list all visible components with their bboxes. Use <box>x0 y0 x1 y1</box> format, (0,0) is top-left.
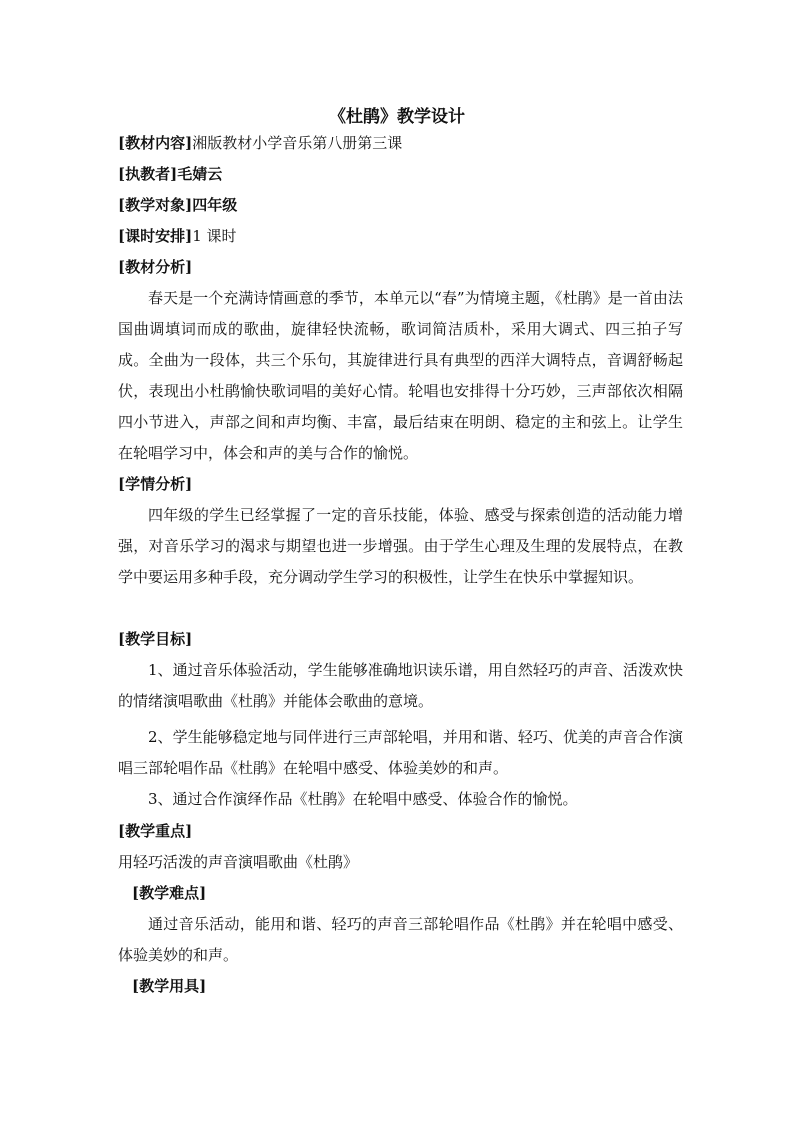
goal-3 <box>118 784 683 815</box>
meta-audience-label: [教学对象] <box>118 196 193 214</box>
difficulty-paragraph: 通过音乐活动，能用和谐、轻巧的声音三部轮唱作品《杜鹃》并在轮唱中感受、体验美妙的和声。 <box>118 915 683 964</box>
student-heading: [学情分析] <box>118 475 193 493</box>
meta-schedule-value: 1 课时 <box>192 227 237 245</box>
meta-audience-value: 四年级 <box>192 196 238 214</box>
goal-1 <box>118 655 683 717</box>
meta-content-value: 湘版教材小学音乐第八册第三课 <box>192 134 403 152</box>
meta-teacher-value: 毛婧云 <box>177 165 223 183</box>
tools-heading: [教学用具] <box>132 977 207 995</box>
meta-content-label: [教材内容] <box>118 134 193 152</box>
key-heading: [教学重点] <box>118 822 193 840</box>
document-title: 《杜鹃》教学设计 <box>329 107 465 127</box>
difficulty-text <box>118 909 683 971</box>
meta-schedule <box>118 226 683 246</box>
meta-teacher-label: [执教者] <box>118 165 178 183</box>
goal-1-text: 1、通过音乐体验活动，学生能够准确地识读乐谱，用自然轻巧的声音、活泼欢快的情绪演唱歌曲《杜鹃》并能体会歌曲的意境。 <box>118 661 683 710</box>
goal-2-text: 2、学生能够稳定地与同伴进行三声部轮唱，并用和谐、轻巧、优美的声音合作演唱三部轮唱作品《杜鹃》在轮唱中感受、体验美妙的和声。 <box>118 728 683 777</box>
analysis-text <box>118 283 683 469</box>
difficulty-heading: [教学难点] <box>132 884 207 902</box>
meta-schedule-label: [课时安排] <box>118 227 193 245</box>
key-text: 用轻巧活泼的声音演唱歌曲《杜鹃》 <box>118 853 359 871</box>
goals-heading: [教学目标] <box>118 630 193 648</box>
analysis-heading: [教材分析] <box>118 258 193 276</box>
meta-audience <box>118 195 683 215</box>
goal-3-text: 3、通过合作演绎作品《杜鹃》在轮唱中感受、体验合作的愉悦。 <box>148 790 578 808</box>
goal-2 <box>118 722 683 784</box>
student-paragraph: 四年级的学生已经掌握了一定的音乐技能，体验、感受与探索创造的活动能力增强，对音乐学习的渴求与期望也进一步增强。由于学生心理及生理的发展特点，在教学中要运用多种手段，充分调动学生学习的积极性，让学生在快乐中掌握知识。 <box>118 506 683 586</box>
analysis-paragraph: 春天是一个充满诗情画意的季节，本单元以“春”为情境主题，《杜鹃》是一首由法国曲调填词而成的歌曲，旋律轻快流畅，歌词简洁质朴，采用大调式、四三拍子写成。全曲为一段体，共三个乐句，其旋律进行具有典型的西洋大调特点，音调舒畅起伏，表现出小杜鹃愉快歌词唱的美好心情。轮唱也安排得十分巧妙，三声部依次相隔四小节进入，声部之间和声均衡、丰富，最后结束在明朗、稳定的主和弦上。让学生在轮唱学习中，体会和声的美与合作的愉悦。 <box>118 289 683 462</box>
student-text <box>118 500 683 593</box>
meta-content <box>118 133 683 153</box>
meta-teacher <box>118 164 683 184</box>
